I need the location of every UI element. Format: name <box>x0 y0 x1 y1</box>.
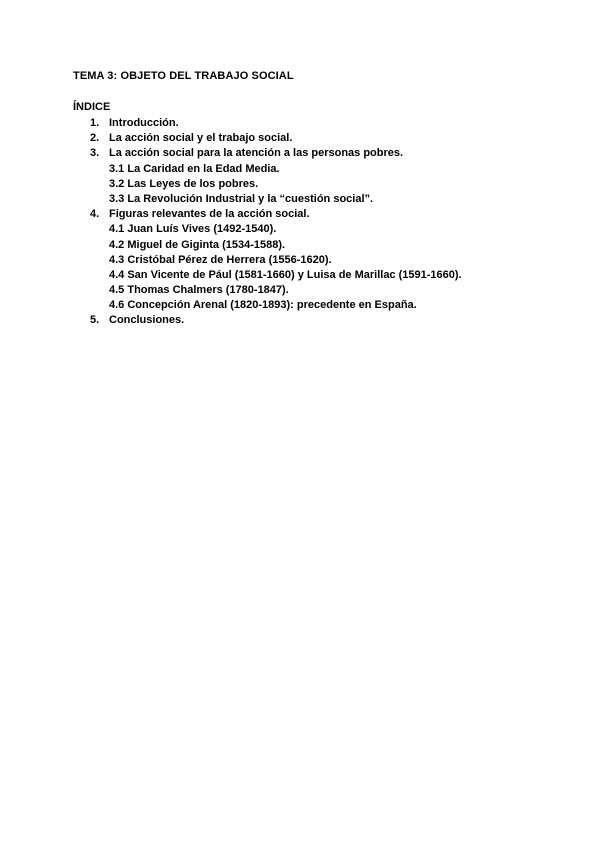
index-subitem-label: 4.5 Thomas Chalmers (1780-1847). <box>109 284 289 297</box>
index-item-label: Introducción. <box>109 117 179 129</box>
index-subitem-3-3 <box>73 192 573 207</box>
index-subitem-4-1 <box>73 222 573 237</box>
index-subitem-label: 3.3 La Revolución Industrial y la “cuestión social”. <box>109 192 374 205</box>
index-subitem-3-1 <box>73 162 573 177</box>
index-item-number: 3. <box>90 147 100 160</box>
index-item-3 <box>73 146 573 161</box>
index-list <box>73 116 573 329</box>
index-subitem-4-4 <box>73 268 573 283</box>
index-heading: ÍNDICE <box>73 101 111 113</box>
index-subitem-label: 3.1 La Caridad en la Edad Media. <box>109 162 280 175</box>
index-item-1 <box>73 116 573 131</box>
index-item-number: 5. <box>90 314 100 327</box>
index-subitem-label: 4.1 Juan Luís Vives (1492-1540). <box>109 223 277 236</box>
index-item-2 <box>73 131 573 146</box>
index-item-number: 4. <box>90 208 100 221</box>
index-item-label: Figuras relevantes de la acción social. <box>109 208 310 221</box>
index-subitem-label: 4.3 Cristóbal Pérez de Herrera (1556-1620). <box>109 253 332 266</box>
index-subitem-4-6 <box>73 298 573 313</box>
index-subitem-4-5 <box>73 283 573 298</box>
index-item-number: 2. <box>90 132 100 145</box>
index-item-5 <box>73 313 573 328</box>
index-subitem-4-3 <box>73 253 573 268</box>
index-item-4 <box>73 207 573 222</box>
index-item-label: La acción social y el trabajo social. <box>109 132 293 145</box>
index-subitem-label: 4.2 Miguel de Giginta (1534-1588). <box>109 238 286 251</box>
index-subitem-3-2 <box>73 177 573 192</box>
index-subitem-4-2 <box>73 238 573 253</box>
document-title: TEMA 3: OBJETO DEL TRABAJO SOCIAL <box>73 70 294 82</box>
index-item-number: 1. <box>90 117 100 129</box>
index-item-label: Conclusiones. <box>109 314 185 327</box>
index-subitem-label: 4.4 San Vicente de Pául (1581-1660) y Luisa de Marillac (1591-1660). <box>109 268 462 281</box>
index-subitem-label: 3.2 Las Leyes de los pobres. <box>109 177 259 190</box>
index-item-label: La acción social para la atención a las personas pobres. <box>109 147 404 160</box>
index-subitem-label: 4.6 Concepción Arenal (1820-1893): precedente en España. <box>109 299 417 312</box>
